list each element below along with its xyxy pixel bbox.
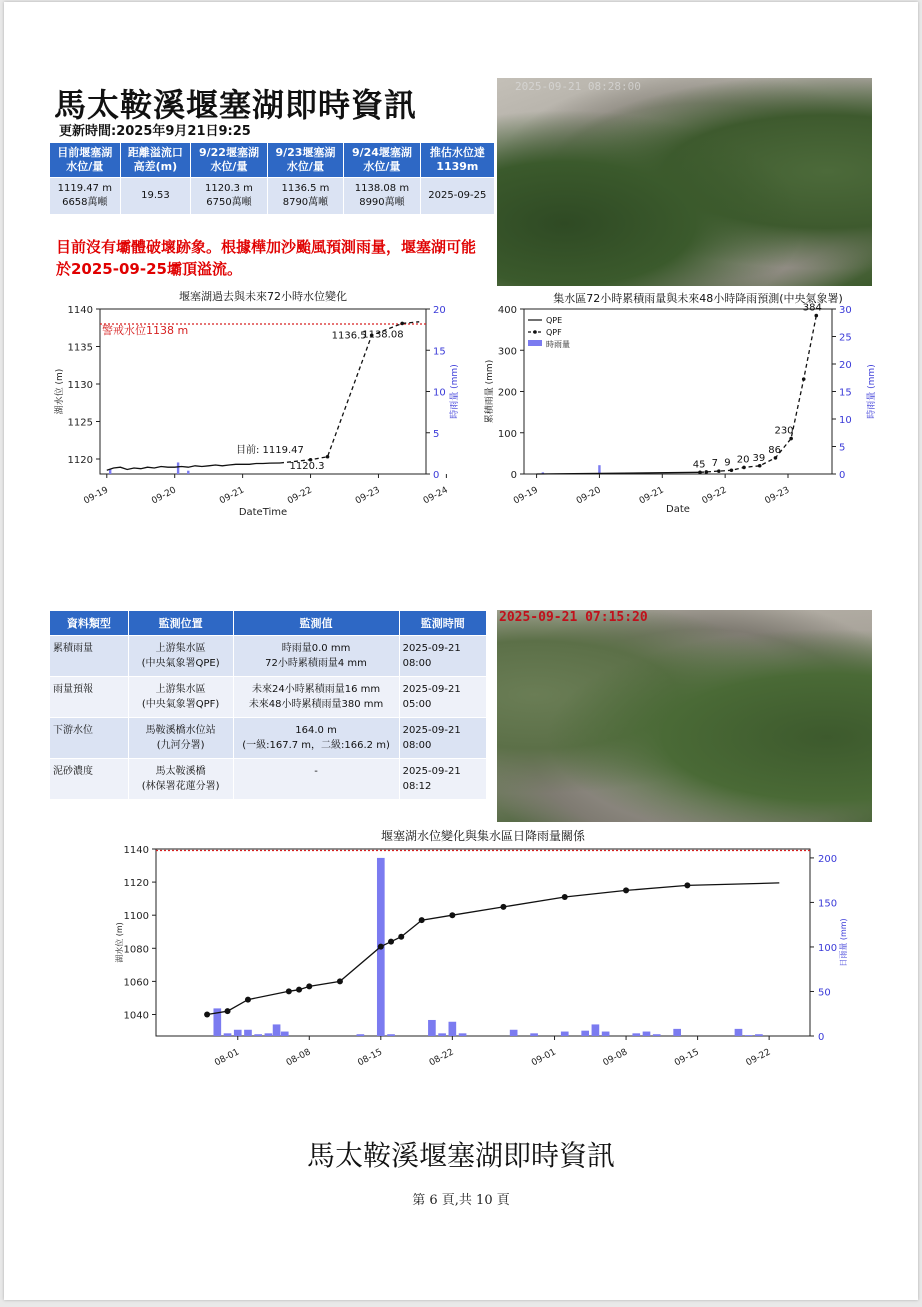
summary-header-cell: 目前堰塞湖 水位/量 xyxy=(50,143,121,178)
monitor-location: 馬太鞍溪橋 (林保署花蓮分署) xyxy=(128,759,233,800)
y-tick-label: 100 xyxy=(497,428,517,440)
monitor-type: 累積雨量 xyxy=(50,636,129,677)
summary-cell: 1119.47 m 6658萬噸 xyxy=(50,178,121,215)
water-level-point xyxy=(306,983,312,989)
qpf-point xyxy=(717,469,721,473)
legend-rain-label: 時雨量 xyxy=(546,340,570,349)
x-tick-label: 09-08 xyxy=(601,1047,630,1069)
monitor-type: 下游水位 xyxy=(50,718,129,759)
rain-bar xyxy=(643,1032,651,1036)
monitor-row xyxy=(50,636,487,677)
rain-bar xyxy=(449,1022,457,1036)
monitor-value: 164.0 m (一級:167.7 m，二級:166.2 m) xyxy=(233,718,399,759)
water-level-point xyxy=(204,1011,210,1017)
x-tick-label: 09-20 xyxy=(574,485,603,507)
y-tick-label: 400 xyxy=(497,305,517,316)
data-label: 1120.3 xyxy=(289,460,325,472)
water-level-point xyxy=(388,939,394,945)
observed-series-line xyxy=(107,463,280,470)
water-level-72h-chart xyxy=(44,287,474,522)
rain-bar xyxy=(428,1020,436,1036)
warning-line-label: 警戒水位1138 m xyxy=(102,324,189,337)
x-tick-label: 09-23 xyxy=(353,485,382,507)
rain-bar xyxy=(735,1029,743,1036)
landslide-photo-top xyxy=(497,78,872,286)
chart-title: 集水區72小時累積雨量與未來48小時降雨預測(中央氣象署) xyxy=(553,292,843,305)
x-tick-label: 08-15 xyxy=(356,1047,385,1069)
monitor-type: 泥砂濃度 xyxy=(50,759,129,800)
summary-table xyxy=(49,142,495,215)
y-tick-label: 1120 xyxy=(67,455,93,466)
y2-tick-label: 100 xyxy=(818,942,838,954)
monitor-row xyxy=(50,718,487,759)
y2-tick-label: 20 xyxy=(433,305,446,316)
rain-bar xyxy=(224,1033,232,1036)
y2-tick-label: 200 xyxy=(818,853,838,865)
data-label: 9 xyxy=(724,457,731,469)
y2-tick-label: 150 xyxy=(818,898,838,910)
rain-bar xyxy=(244,1030,252,1036)
y2-tick-label: 10 xyxy=(433,387,446,399)
rain-bar xyxy=(265,1033,273,1036)
summary-cell: 1138.08 m 8990萬噸 xyxy=(344,178,420,215)
rain-bar xyxy=(273,1024,281,1036)
monitor-value: 時雨量0.0 mm 72小時累積雨量4 mm xyxy=(233,636,399,677)
y2-tick-label: 5 xyxy=(839,442,846,454)
x-tick-label: 08-01 xyxy=(213,1047,242,1069)
water-level-point xyxy=(337,978,343,984)
data-label: 230 xyxy=(774,425,794,437)
x-tick-label: 09-20 xyxy=(150,485,178,507)
rain-bar xyxy=(530,1033,538,1036)
y2-tick-label: 0 xyxy=(839,470,846,481)
monitor-location: 上游集水區 (中央氣象署QPF) xyxy=(128,677,233,718)
data-label: 39 xyxy=(752,452,766,464)
water-level-point xyxy=(500,904,506,910)
x-axis-label: Date xyxy=(666,504,690,515)
rain-bar xyxy=(598,465,600,474)
monitor-time: 2025-09-21 05:00 xyxy=(399,677,486,718)
qpf-series-line xyxy=(700,316,816,473)
rain-bar xyxy=(602,1032,610,1036)
qpf-point xyxy=(704,470,708,474)
legend-rain-swatch xyxy=(528,340,542,346)
y2-tick-label: 5 xyxy=(433,428,440,440)
monitor-header-cell: 資料類型 xyxy=(50,611,129,636)
water-level-point xyxy=(245,997,251,1003)
monitor-type: 雨量預報 xyxy=(50,677,129,718)
y-tick-label: 0 xyxy=(510,470,517,481)
y-tick-label: 1125 xyxy=(67,417,93,429)
rain-bar xyxy=(510,1030,518,1036)
y-tick-label: 1135 xyxy=(67,342,93,354)
summary-header-cell: 9/22堰塞湖 水位/量 xyxy=(191,143,267,178)
summary-value-row xyxy=(50,178,495,215)
y2-axis-label: 時雨量 (mm) xyxy=(867,364,877,419)
y-tick-label: 1040 xyxy=(123,1010,149,1022)
plot-frame xyxy=(156,849,810,1036)
monitoring-table xyxy=(49,610,487,800)
water-level-point xyxy=(623,887,629,893)
y-tick-label: 1130 xyxy=(67,380,93,391)
legend-qpe-label: QPE xyxy=(546,316,563,325)
rain-bar xyxy=(581,1031,589,1036)
rain-bar xyxy=(254,1034,262,1036)
monitor-header-cell: 監測值 xyxy=(233,611,399,636)
x-tick-label: 09-21 xyxy=(218,485,246,507)
summary-header-row xyxy=(50,143,495,178)
x-tick-label: 09-22 xyxy=(744,1047,773,1069)
x-tick-label: 09-21 xyxy=(637,485,666,507)
legend-qpf-marker xyxy=(533,330,537,334)
qpf-point xyxy=(774,456,778,460)
data-label: 1138.08 xyxy=(362,329,404,341)
monitor-value: - xyxy=(233,759,399,800)
chart-title: 堰塞湖水位變化與集水區日降雨量關係 xyxy=(380,829,586,843)
rain-bar xyxy=(234,1030,242,1036)
summary-header-cell: 推估水位達 1139m xyxy=(420,143,494,178)
x-tick-label: 09-22 xyxy=(286,485,314,507)
x-tick-label: 09-01 xyxy=(530,1047,558,1069)
x-tick-label: 09-24 xyxy=(421,485,450,507)
y-axis-label: 湖水位 (m) xyxy=(115,922,124,963)
monitor-header-cell: 監測位置 xyxy=(128,611,233,636)
x-tick-label: 09-22 xyxy=(700,485,729,507)
y2-tick-label: 0 xyxy=(433,470,440,481)
rain-bar xyxy=(673,1029,681,1036)
x-tick-label: 08-22 xyxy=(427,1047,456,1069)
photo-timestamp: 2025-09-21 08:28:00 xyxy=(515,80,641,93)
monitor-header-row xyxy=(50,611,487,636)
rainfall-72h-chart xyxy=(482,287,882,522)
x-tick-label: 09-15 xyxy=(673,1047,701,1069)
rain-bar xyxy=(177,462,179,474)
y2-tick-label: 50 xyxy=(818,987,831,999)
data-label: 1136.5 xyxy=(331,330,367,342)
monitor-location: 上游集水區 (中央氣象署QPE) xyxy=(128,636,233,677)
landslide-photo-bottom xyxy=(497,610,872,822)
water-level-point xyxy=(378,944,384,950)
qpf-point xyxy=(698,471,702,475)
monitor-row xyxy=(50,677,487,718)
y2-tick-label: 0 xyxy=(818,1032,825,1043)
summary-cell: 1136.5 m 8790萬噸 xyxy=(267,178,343,215)
x-tick-label: 09-23 xyxy=(763,485,792,507)
y2-tick-label: 10 xyxy=(839,415,852,426)
chart-title: 堰塞湖過去與未來72小時水位變化 xyxy=(179,290,347,303)
monitor-time: 2025-09-21 08:00 xyxy=(399,718,486,759)
monitor-location: 馬鞍溪橋水位站 (九河分署) xyxy=(128,718,233,759)
water-level-point xyxy=(449,912,455,918)
data-label: 86 xyxy=(768,444,781,456)
footer-title: 馬太鞍溪堰塞湖即時資訊 xyxy=(306,1139,615,1172)
rain-bar xyxy=(187,471,189,474)
qpf-point xyxy=(814,314,818,318)
photo-timestamp: 2025-09-21 07:15:20 xyxy=(499,610,648,625)
water-level-point xyxy=(562,894,568,900)
level-vs-rain-chart xyxy=(104,824,864,1069)
summary-header-cell: 9/23堰塞湖 水位/量 xyxy=(267,143,343,178)
update-time: 更新時間:2025年9月21日9:25 xyxy=(59,124,251,139)
data-label: 目前: 1119.47 xyxy=(235,444,304,456)
monitor-header-cell: 監測時間 xyxy=(399,611,486,636)
data-label: 7 xyxy=(711,458,719,470)
summary-header-cell: 9/24堰塞湖 水位/量 xyxy=(344,143,420,178)
y-tick-label: 200 xyxy=(497,387,517,399)
y-tick-label: 300 xyxy=(497,346,517,358)
y-tick-label: 1100 xyxy=(123,911,149,923)
y-axis-label: 累積雨量 (mm) xyxy=(485,359,495,424)
y2-axis-label: 日雨量 (mm) xyxy=(839,918,848,967)
summary-header-cell: 距離溢流口 高差(m) xyxy=(120,143,191,178)
rain-bar xyxy=(281,1032,289,1036)
forecast-point xyxy=(400,322,404,326)
x-tick-label: 09-19 xyxy=(82,485,111,507)
document-page xyxy=(4,2,918,1300)
rain-bar xyxy=(592,1024,600,1036)
rain-bar xyxy=(745,1035,753,1036)
summary-cell: 1120.3 m 6750萬噸 xyxy=(191,178,267,215)
rain-bar xyxy=(632,1033,640,1036)
rain-bar xyxy=(357,1034,365,1036)
y2-axis-label: 時雨量 (mm) xyxy=(450,364,460,419)
monitor-time: 2025-09-21 08:12 xyxy=(399,759,486,800)
rain-bar xyxy=(653,1034,661,1036)
rain-bar xyxy=(459,1033,467,1036)
summary-cell: 2025-09-25 xyxy=(420,178,494,215)
y2-tick-label: 15 xyxy=(433,346,446,358)
water-level-point xyxy=(296,987,302,993)
y2-tick-label: 30 xyxy=(839,305,852,316)
warning-text: 目前沒有壩體破壞跡象。根據樺加沙颱風預測雨量，堰塞湖可能於2025-09-25壩頂溢流。 xyxy=(56,238,477,278)
y2-tick-label: 25 xyxy=(839,332,852,344)
y-tick-label: 1060 xyxy=(123,977,149,989)
y-tick-label: 1120 xyxy=(123,878,149,890)
data-label: 384 xyxy=(802,302,822,314)
legend-qpf-label: QPF xyxy=(546,328,562,337)
rain-bar xyxy=(755,1034,763,1036)
forecast-point xyxy=(326,455,330,459)
x-tick-label: 09-19 xyxy=(512,485,540,507)
summary-cell: 19.53 xyxy=(120,178,191,215)
y-axis-label: 湖水位 (m) xyxy=(55,368,65,415)
plot-frame xyxy=(524,309,832,474)
water-level-point xyxy=(684,882,690,888)
water-level-point xyxy=(286,988,292,994)
monitor-time: 2025-09-21 08:00 xyxy=(399,636,486,677)
page-number: 第 6 頁,共 10 頁 xyxy=(412,1193,510,1208)
rain-bar xyxy=(438,1033,446,1036)
y-tick-label: 1140 xyxy=(123,845,149,856)
x-tick-label: 08-08 xyxy=(284,1047,313,1069)
water-level-line xyxy=(207,883,779,1015)
water-level-point xyxy=(398,934,404,940)
qpf-point xyxy=(802,377,806,381)
data-label: 45 xyxy=(692,459,706,471)
qpf-point xyxy=(742,466,746,470)
water-level-point xyxy=(419,917,425,923)
data-label: 20 xyxy=(736,454,750,466)
qpf-point xyxy=(789,437,793,441)
water-level-point xyxy=(225,1008,231,1014)
x-axis-label: DateTime xyxy=(238,507,288,518)
qpf-point xyxy=(758,464,762,468)
rain-bar xyxy=(561,1032,569,1036)
y2-tick-label: 20 xyxy=(839,360,852,371)
y2-tick-label: 15 xyxy=(839,387,852,399)
monitor-value: 未來24小時累積雨量16 mm 未來48小時累積雨量380 mm xyxy=(233,677,399,718)
rain-bar xyxy=(387,1034,395,1036)
qpf-point xyxy=(730,468,734,472)
forecast-series-line xyxy=(280,322,419,463)
monitor-row xyxy=(50,759,487,800)
page-title: 馬太鞍溪堰塞湖即時資訊 xyxy=(54,86,418,124)
y-tick-label: 1080 xyxy=(123,944,149,956)
y-tick-label: 1140 xyxy=(67,305,93,316)
